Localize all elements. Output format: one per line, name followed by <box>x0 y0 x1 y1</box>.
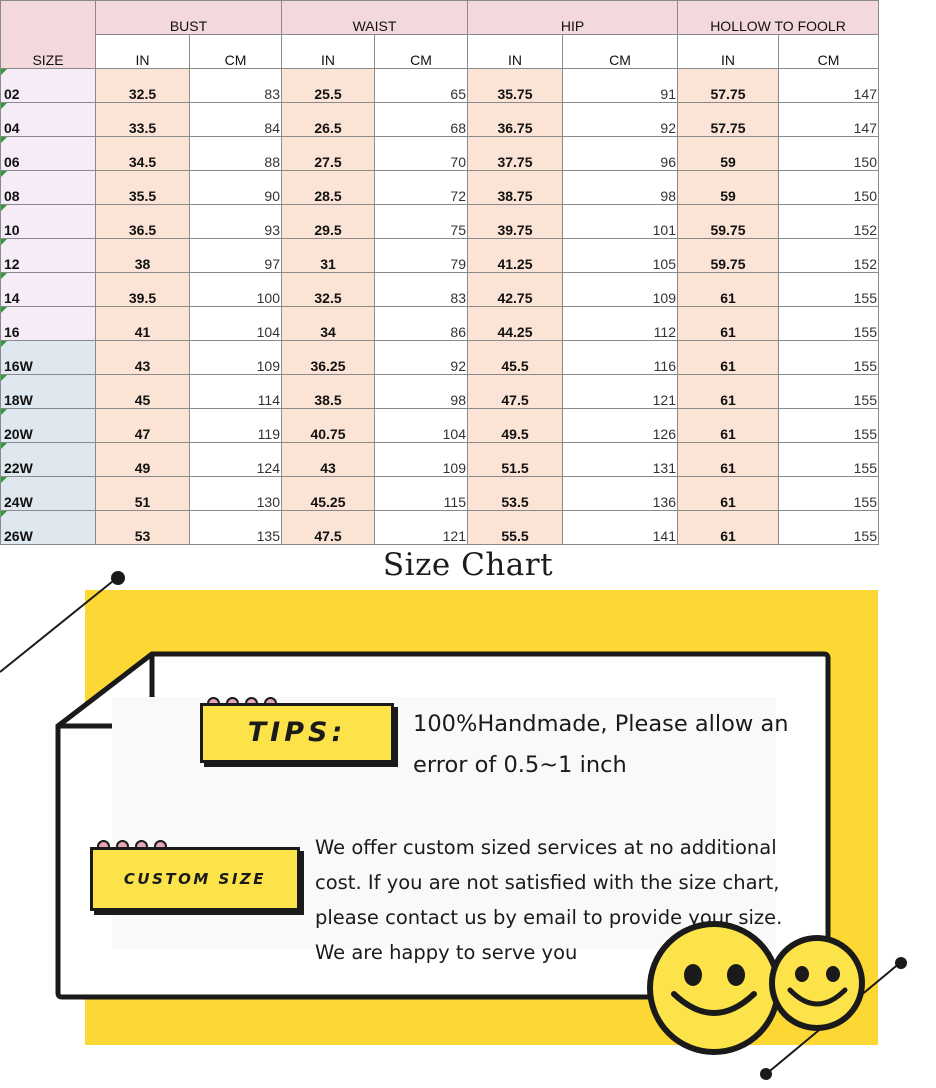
waist-in-cell: 27.5 <box>282 137 375 171</box>
waist-header: WAIST <box>282 1 468 35</box>
size-table-body <box>1 69 879 545</box>
waist-cm-cell: 98 <box>375 375 468 409</box>
htf-cm-cell: 147 <box>779 69 879 103</box>
bust-cm-cell: 109 <box>190 341 282 375</box>
hip-cm-cell: 109 <box>563 273 678 307</box>
htf-cm-cell: 155 <box>779 341 879 375</box>
bust-in-cell: 41 <box>96 307 190 341</box>
bust-in-cell: 47 <box>96 409 190 443</box>
unit-in-header: IN <box>468 35 563 69</box>
htf-in-cell: 61 <box>678 375 779 409</box>
bust-cm-cell: 130 <box>190 477 282 511</box>
htf-in-cell: 61 <box>678 409 779 443</box>
htf-in-cell: 61 <box>678 307 779 341</box>
bust-in-cell: 49 <box>96 443 190 477</box>
bust-in-cell: 35.5 <box>96 171 190 205</box>
waist-cm-cell: 115 <box>375 477 468 511</box>
table-row <box>1 205 879 239</box>
size-cell: 18W <box>1 375 96 409</box>
waist-in-cell: 43 <box>282 443 375 477</box>
table-row <box>1 69 879 103</box>
hip-cm-cell: 136 <box>563 477 678 511</box>
size-cell: 14 <box>1 273 96 307</box>
unit-cm-header: CM <box>190 35 282 69</box>
size-cell: 26W <box>1 511 96 545</box>
waist-in-cell: 31 <box>282 239 375 273</box>
waist-cm-cell: 92 <box>375 341 468 375</box>
size-cell: 12 <box>1 239 96 273</box>
table-row <box>1 477 879 511</box>
hip-in-cell: 44.25 <box>468 307 563 341</box>
hip-in-cell: 37.75 <box>468 137 563 171</box>
htf-cm-cell: 155 <box>779 273 879 307</box>
custom-size-text: We offer custom sized services at no additional cost. If you are not satisfied with the size chart, please contact us by email to provide your size. We are happy to serve you <box>315 836 783 964</box>
size-table <box>0 0 879 545</box>
bust-header: BUST <box>96 1 282 35</box>
htf-in-cell: 57.75 <box>678 103 779 137</box>
htf-cm-cell: 155 <box>779 307 879 341</box>
waist-cm-cell: 65 <box>375 69 468 103</box>
htf-cm-cell: 150 <box>779 171 879 205</box>
bust-cm-cell: 93 <box>190 205 282 239</box>
hip-in-cell: 35.75 <box>468 69 563 103</box>
bust-cm-cell: 135 <box>190 511 282 545</box>
bust-cm-cell: 83 <box>190 69 282 103</box>
bust-in-cell: 33.5 <box>96 103 190 137</box>
tips-text: 100%Handmade, Please allow an error of 0.5~1 inch <box>413 711 789 778</box>
hip-in-cell: 45.5 <box>468 341 563 375</box>
htf-in-cell: 61 <box>678 341 779 375</box>
hip-in-cell: 38.75 <box>468 171 563 205</box>
waist-cm-cell: 72 <box>375 171 468 205</box>
table-row <box>1 511 879 545</box>
size-cell: 08 <box>1 171 96 205</box>
htf-in-cell: 59 <box>678 137 779 171</box>
decor-dot-right <box>895 957 907 969</box>
size-cell: 04 <box>1 103 96 137</box>
size-header: SIZE <box>1 1 96 69</box>
htf-cm-cell: 155 <box>779 409 879 443</box>
unit-in-header: IN <box>678 35 779 69</box>
smiley-face-small-icon <box>772 938 862 1028</box>
hip-header: HIP <box>468 1 678 35</box>
hip-cm-cell: 96 <box>563 137 678 171</box>
hip-cm-cell: 126 <box>563 409 678 443</box>
waist-in-cell: 34 <box>282 307 375 341</box>
table-row <box>1 307 879 341</box>
bust-in-cell: 43 <box>96 341 190 375</box>
htf-cm-cell: 155 <box>779 477 879 511</box>
table-row <box>1 103 879 137</box>
hip-cm-cell: 116 <box>563 341 678 375</box>
bust-cm-cell: 97 <box>190 239 282 273</box>
unit-in-header: IN <box>282 35 375 69</box>
waist-in-cell: 26.5 <box>282 103 375 137</box>
hip-cm-cell: 98 <box>563 171 678 205</box>
waist-cm-cell: 109 <box>375 443 468 477</box>
size-cell: 02 <box>1 69 96 103</box>
bust-in-cell: 38 <box>96 239 190 273</box>
size-cell: 16W <box>1 341 96 375</box>
unit-cm-header: CM <box>375 35 468 69</box>
bust-in-cell: 32.5 <box>96 69 190 103</box>
hip-cm-cell: 131 <box>563 443 678 477</box>
note-card-graphic <box>0 560 936 1088</box>
bust-in-cell: 36.5 <box>96 205 190 239</box>
page-title: Size Chart <box>382 547 554 583</box>
size-cell: 10 <box>1 205 96 239</box>
hip-in-cell: 42.75 <box>468 273 563 307</box>
htf-cm-cell: 152 <box>779 205 879 239</box>
bust-cm-cell: 100 <box>190 273 282 307</box>
unit-cm-header: CM <box>563 35 678 69</box>
htf-cm-cell: 147 <box>779 103 879 137</box>
size-cell: 22W <box>1 443 96 477</box>
bust-in-cell: 34.5 <box>96 137 190 171</box>
waist-in-cell: 28.5 <box>282 171 375 205</box>
bust-cm-cell: 88 <box>190 137 282 171</box>
hip-cm-cell: 91 <box>563 69 678 103</box>
hip-in-cell: 55.5 <box>468 511 563 545</box>
htf-in-cell: 61 <box>678 273 779 307</box>
bust-cm-cell: 114 <box>190 375 282 409</box>
custom-size-badge: CUSTOM SIZE <box>90 847 300 911</box>
bust-in-cell: 39.5 <box>96 273 190 307</box>
table-row <box>1 375 879 409</box>
bust-in-cell: 51 <box>96 477 190 511</box>
decor-dot-bottom <box>760 1068 772 1080</box>
unit-in-header: IN <box>96 35 190 69</box>
hip-in-cell: 41.25 <box>468 239 563 273</box>
decor-dot-left <box>111 571 125 585</box>
table-row <box>1 171 879 205</box>
table-row <box>1 341 879 375</box>
htf-cm-cell: 152 <box>779 239 879 273</box>
table-row <box>1 409 879 443</box>
bust-in-cell: 45 <box>96 375 190 409</box>
waist-cm-cell: 83 <box>375 273 468 307</box>
waist-in-cell: 38.5 <box>282 375 375 409</box>
hip-cm-cell: 101 <box>563 205 678 239</box>
table-row <box>1 273 879 307</box>
htf-in-cell: 59.75 <box>678 239 779 273</box>
waist-in-cell: 36.25 <box>282 341 375 375</box>
waist-in-cell: 25.5 <box>282 69 375 103</box>
size-cell: 24W <box>1 477 96 511</box>
waist-in-cell: 47.5 <box>282 511 375 545</box>
hip-cm-cell: 121 <box>563 375 678 409</box>
table-row <box>1 239 879 273</box>
waist-cm-cell: 121 <box>375 511 468 545</box>
htf-in-cell: 61 <box>678 477 779 511</box>
waist-in-cell: 32.5 <box>282 273 375 307</box>
bust-cm-cell: 124 <box>190 443 282 477</box>
waist-in-cell: 40.75 <box>282 409 375 443</box>
bust-cm-cell: 84 <box>190 103 282 137</box>
size-cell: 20W <box>1 409 96 443</box>
table-row <box>1 137 879 171</box>
table-row <box>1 443 879 477</box>
hip-in-cell: 53.5 <box>468 477 563 511</box>
htf-in-cell: 59.75 <box>678 205 779 239</box>
hip-in-cell: 51.5 <box>468 443 563 477</box>
size-cell: 06 <box>1 137 96 171</box>
hip-in-cell: 36.75 <box>468 103 563 137</box>
hip-cm-cell: 112 <box>563 307 678 341</box>
size-cell: 16 <box>1 307 96 341</box>
decor-line-left <box>0 577 118 672</box>
waist-in-cell: 29.5 <box>282 205 375 239</box>
hollow-to-floor-header: HOLLOW TO FOOLR <box>678 1 879 35</box>
hip-in-cell: 49.5 <box>468 409 563 443</box>
hip-cm-cell: 141 <box>563 511 678 545</box>
bust-in-cell: 53 <box>96 511 190 545</box>
bust-cm-cell: 104 <box>190 307 282 341</box>
hip-cm-cell: 105 <box>563 239 678 273</box>
hip-in-cell: 39.75 <box>468 205 563 239</box>
htf-in-cell: 61 <box>678 443 779 477</box>
hip-cm-cell: 92 <box>563 103 678 137</box>
bust-cm-cell: 119 <box>190 409 282 443</box>
htf-cm-cell: 155 <box>779 375 879 409</box>
right-margin <box>879 0 936 545</box>
bust-cm-cell: 90 <box>190 171 282 205</box>
htf-in-cell: 59 <box>678 171 779 205</box>
htf-cm-cell: 150 <box>779 137 879 171</box>
htf-cm-cell: 155 <box>779 443 879 477</box>
waist-cm-cell: 79 <box>375 239 468 273</box>
waist-cm-cell: 70 <box>375 137 468 171</box>
hip-in-cell: 47.5 <box>468 375 563 409</box>
waist-in-cell: 45.25 <box>282 477 375 511</box>
tips-badge: TIPS: <box>200 703 394 763</box>
htf-in-cell: 61 <box>678 511 779 545</box>
waist-cm-cell: 75 <box>375 205 468 239</box>
waist-cm-cell: 104 <box>375 409 468 443</box>
htf-in-cell: 57.75 <box>678 69 779 103</box>
waist-cm-cell: 86 <box>375 307 468 341</box>
waist-cm-cell: 68 <box>375 103 468 137</box>
htf-cm-cell: 155 <box>779 511 879 545</box>
unit-cm-header: CM <box>779 35 879 69</box>
